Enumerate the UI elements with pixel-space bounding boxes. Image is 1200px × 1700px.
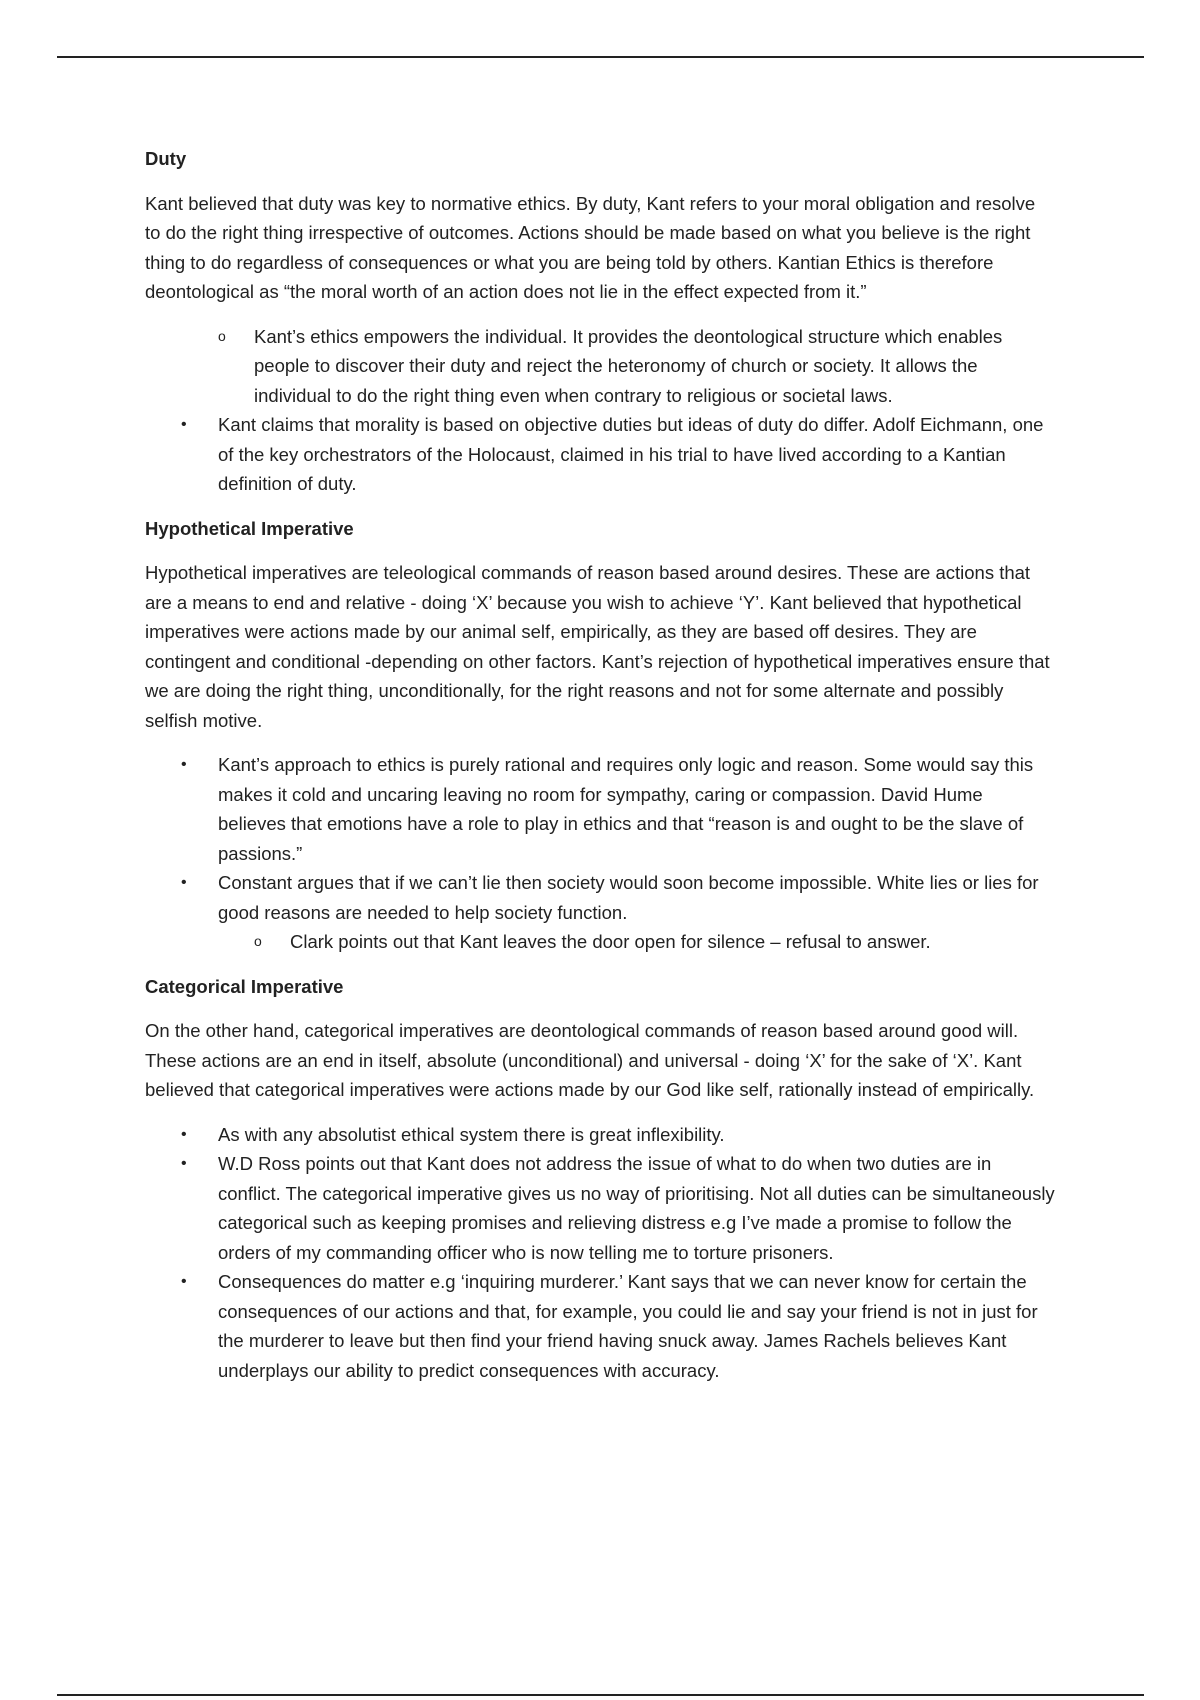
list-item-text: As with any absolutist ethical system there is great inflexibility.: [218, 1123, 725, 1145]
list-item: [145, 927, 1055, 957]
list-item: [145, 410, 1055, 499]
list-duty: [145, 322, 1055, 499]
list-item: [145, 1120, 1055, 1150]
list-item: [145, 1267, 1055, 1385]
paragraph-hypothetical-imperative: Hypothetical imperatives are teleological commands of reason based around desires. These are actions that are a means to end and relative - doing ‘X’ because you wish to achieve ‘Y’. Kant believed that hypothetical imperatives were actions made by our animal self, empirically, as they are based off desires. They are contingent and conditional -depending on other factors. Kant’s rejection of hypothetical imperatives ensure that we are doing the right thing, unconditionally, for the right reasons and not for some alternate and possibly selfish motive.: [145, 562, 1050, 731]
paragraph-duty: Kant believed that duty was key to normative ethics. By duty, Kant refers to your moral obligation and resolve to do the right thing irrespective of outcomes. Actions should be made based on what you believe is the right thing to do regardless of consequences or what you are being told by others. Kantian Ethics is therefore deontological as “the moral worth of an action does not lie in the effect expected from it.”: [145, 192, 1036, 302]
list-item: [145, 868, 1055, 927]
bullet-icon: •: [181, 1273, 187, 1290]
paragraph-categorical-imperative: On the other hand, categorical imperatives are deontological commands of reason based around good will. These actions are an end in itself, absolute (unconditional) and universal - doing ‘X’ for the sake of ‘X’. Kant believed that categorical imperatives were actions made by our God like self, rationally instead of empirically.: [145, 1020, 1035, 1100]
heading-hypothetical-imperative: Hypothetical Imperative: [145, 517, 354, 539]
heading-categorical-imperative: Categorical Imperative: [145, 975, 344, 997]
list-item-text: Kant’s ethics empowers the individual. It provides the deontological structure which enables people to discover their duty and reject the heteronomy of church or society. It allows the individual to do the right thing even when contrary to religious or societal laws.: [254, 325, 1003, 406]
hollow-bullet-icon: o: [218, 327, 226, 344]
bullet-icon: •: [181, 1125, 187, 1143]
list-hypothetical-imperative: [145, 750, 1055, 957]
list-item: [145, 1149, 1055, 1267]
bullet-icon: •: [181, 874, 187, 891]
header-rule: [57, 56, 1144, 58]
list-item-text: Clark points out that Kant leaves the door open for silence – refusal to answer.: [290, 931, 931, 952]
list-item: [145, 322, 1055, 411]
hollow-bullet-icon: o: [254, 933, 262, 949]
bullet-icon: •: [181, 756, 187, 773]
heading-duty: Duty: [145, 148, 187, 169]
list-item-text: Consequences do matter e.g ‘inquiring murderer.’ Kant says that we can never know for certain the consequences of our actions and that, for example, you could lie and say your friend is not in just for the murderer to leave but then find your friend having snuck away. James Rachels believes Kant underplays our ability to predict consequences with accuracy.: [218, 1271, 1038, 1381]
list-item-text: Kant’s approach to ethics is purely rational and requires only logic and reason. Some would say this makes it cold and uncaring leaving no room for sympathy, caring or compassion. David Hume believes that emotions have a role to play in ethics and that “reason is and ought to be the slave of passions.”: [218, 754, 1034, 864]
list-categorical-imperative: [145, 1120, 1055, 1386]
document-body: [145, 144, 1055, 1400]
bullet-icon: •: [181, 416, 187, 433]
bullet-icon: •: [181, 1155, 187, 1172]
footer-rule: [57, 1694, 1144, 1696]
list-item-text: Constant argues that if we can’t lie then society would soon become impossible. White lies or lies for good reasons are needed to help society function.: [218, 872, 1039, 923]
list-item: [145, 750, 1055, 868]
list-item-text: Kant claims that morality is based on objective duties but ideas of duty do differ. Adolf Eichmann, one of the key orchestrators of the Holocaust, claimed in his trial to have lived according to a Kantian definition of duty.: [218, 414, 1044, 494]
list-item-text: W.D Ross points out that Kant does not address the issue of what to do when two duties are in conflict. The categorical imperative gives us no way of prioritising. Not all duties can be simultaneously categorical such as keeping promises and relieving distress e.g I’ve made a promise to follow the orders of my commanding officer who is now telling me to torture prisoners.: [218, 1153, 1055, 1263]
